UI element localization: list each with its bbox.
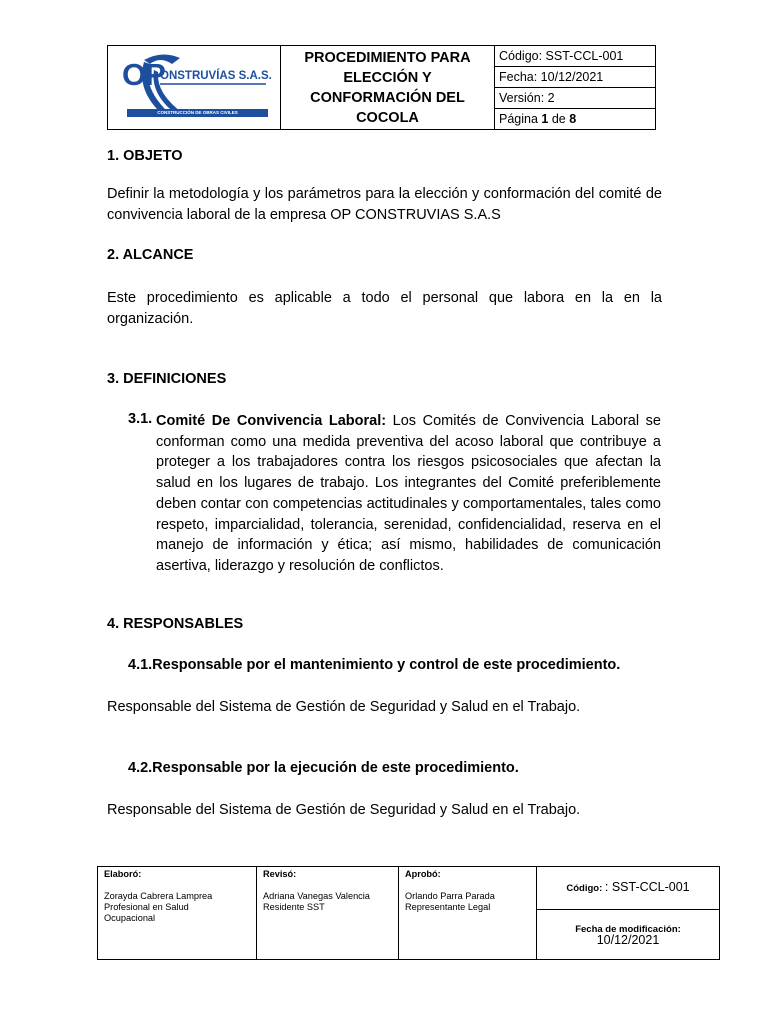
aprobo-name: Orlando Parra Parada xyxy=(405,891,495,901)
header-version: Versión: 2 xyxy=(495,88,656,109)
page-number: 1 xyxy=(541,112,549,126)
definition-text: Los Comités de Convivencia Laboral se conforman como una medida preventiva del acoso laboral que contribuye a proteger a los trabajadores contra los riesgos psicosociales que afectan la salud en los lugares de trabajo. Los integrantes del Comité preferiblemente deben contar con competencias actitudinales y comportamentales, tales como respeto, imparcialidad, tolerancia, serenidad, confidencialidad, reserva en el manejo de información y ética; así mismo, habilidades de comunicación asertiva, liderazgo y resolución de conflictos. xyxy=(156,413,661,574)
document-footer-table xyxy=(97,866,720,960)
logo-tagline: CONSTRUCCIÓN DE OBRAS CIVILES xyxy=(127,109,268,117)
objeto-paragraph: Definir la metodología y los parámetros para la elección y conformación del comité de convivencia laboral de la empresa OP CONSTRUVIAS S.A.S xyxy=(107,186,662,223)
title-line: CONFORMACIÓN DEL xyxy=(310,89,465,106)
title-line: ELECCIÓN Y xyxy=(343,69,432,86)
page-total: 8 xyxy=(569,112,577,126)
resp1-paragraph: Responsable del Sistema de Gestión de Seguridad y Salud en el Trabajo. xyxy=(107,699,581,715)
company-logo xyxy=(110,48,278,128)
document-header-table xyxy=(107,45,656,130)
document-title xyxy=(281,46,495,130)
footer-reviso xyxy=(257,867,399,960)
section-heading-responsables: 4. RESPONSABLES xyxy=(107,616,244,632)
page-prefix: Página xyxy=(499,112,542,126)
section-heading-objeto: 1. OBJETO xyxy=(107,148,183,164)
title-line: PROCEDIMIENTO PARA xyxy=(304,49,471,66)
header-date: Fecha: 10/12/2021 xyxy=(495,67,656,88)
subsection-heading-resp1: 4.1.Responsable por el mantenimiento y control de este procedimiento. xyxy=(128,657,621,673)
footer-code xyxy=(537,867,720,910)
definition-term: Comité De Convivencia Laboral: xyxy=(156,413,387,429)
definition-number: 3.1. xyxy=(128,411,153,427)
footer-elaboro xyxy=(98,867,257,960)
aprobo-role: Representante Legal xyxy=(405,902,491,912)
resp2-paragraph: Responsable del Sistema de Gestión de Seguridad y Salud en el Trabajo. xyxy=(107,802,581,818)
alcance-paragraph: Este procedimiento es aplicable a todo el personal que labora en la en la organización. xyxy=(107,290,662,327)
footer-code-value: : SST-CCL-001 xyxy=(604,880,690,894)
reviso-label: Revisó: xyxy=(263,869,297,879)
section-heading-definiciones: 3. DEFINICIONES xyxy=(107,371,227,387)
reviso-role: Residente SST xyxy=(263,902,325,912)
footer-modification-date xyxy=(537,910,720,960)
elaboro-name: Zorayda Cabrera Lamprea xyxy=(104,891,213,901)
footer-aprobo xyxy=(399,867,537,960)
section-heading-alcance: 2. ALCANCE xyxy=(107,247,194,263)
logo-brand-name: ONSTRUVÍAS S.A.S. xyxy=(160,69,272,82)
footer-date-value: 10/12/2021 xyxy=(596,932,660,947)
definition-paragraph xyxy=(156,411,661,577)
reviso-name: Adriana Vanegas Valencia xyxy=(263,891,370,901)
elaboro-role: Profesional en Salud Ocupacional xyxy=(104,902,189,923)
logo-mark: OP xyxy=(122,56,165,92)
footer-date-label: Fecha de modificación: xyxy=(575,923,681,935)
footer-code-label: Código: xyxy=(566,883,605,894)
title-line: COCOLA xyxy=(356,109,419,126)
page-mid: de xyxy=(548,112,570,126)
header-code: Código: SST-CCL-001 xyxy=(495,46,656,67)
header-page xyxy=(495,109,656,130)
subsection-heading-resp2: 4.2.Responsable por la ejecución de este procedimiento. xyxy=(128,760,519,776)
logo-cell xyxy=(108,46,281,130)
aprobo-label: Aprobó: xyxy=(405,869,441,879)
elaboro-label: Elaboró: xyxy=(104,869,142,879)
